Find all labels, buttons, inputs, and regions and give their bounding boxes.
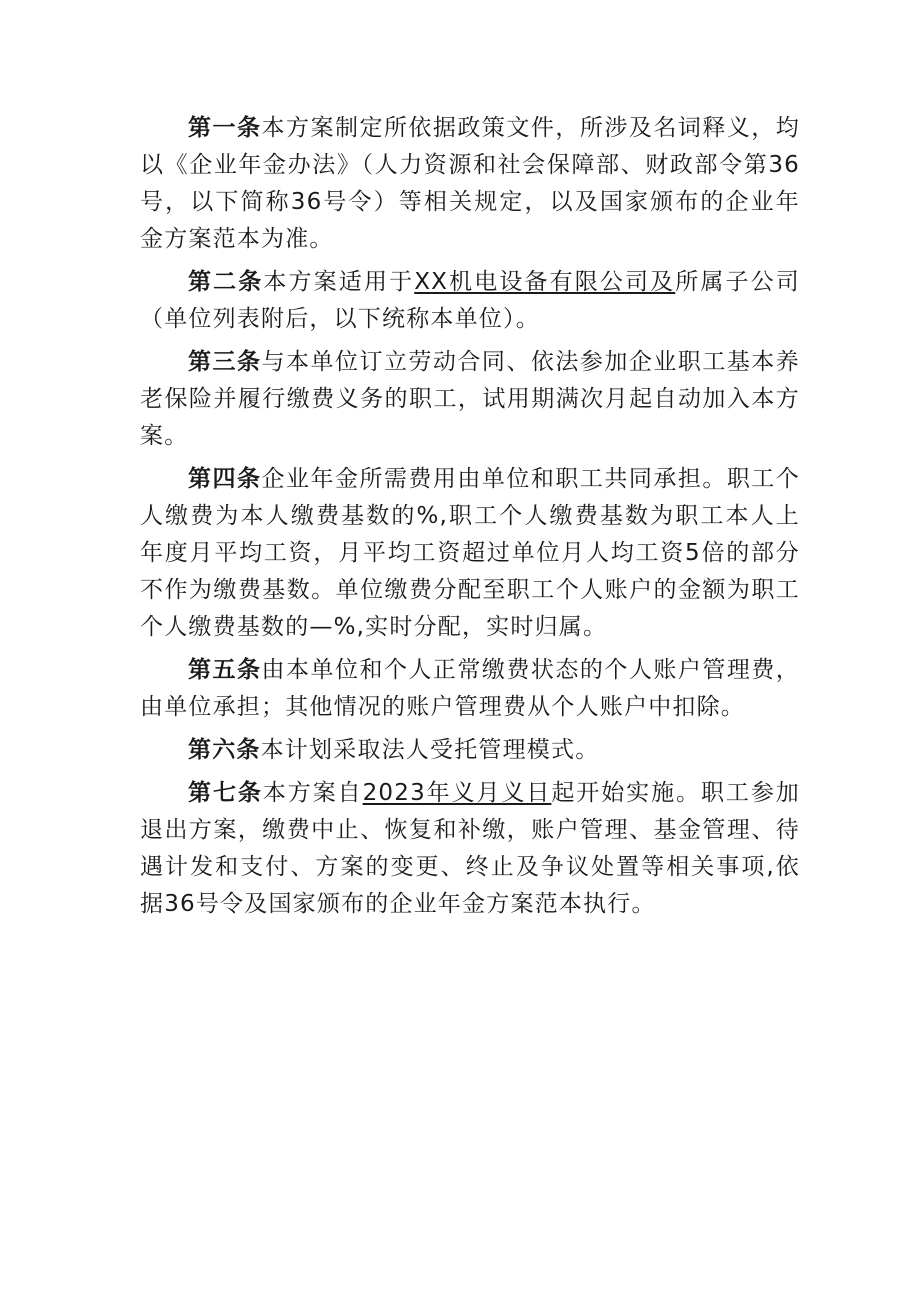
article-title: 第二条: [188, 269, 264, 295]
article-7: [140, 775, 800, 923]
article-title: 第四条: [188, 466, 262, 492]
article-text: 本方案适用于: [263, 269, 415, 295]
article-text: 本计划采取法人受托管理模式。: [260, 737, 600, 763]
article-1: [140, 110, 800, 258]
article-title: 第五条: [188, 657, 262, 683]
company-name-underlined: XX机电设备有限公司及: [414, 269, 676, 295]
article-text: 本方案自: [262, 780, 363, 806]
effective-date-underlined: 2023年义月义日: [362, 780, 552, 806]
document-page: [140, 110, 800, 929]
article-text: 与本单位订立劳动合同、依法参加企业职工基本养老保险并履行缴费义务的职工，试用期满次月起自动加入本方案。: [140, 349, 800, 449]
article-4: [140, 461, 800, 646]
article-text-continued: 所属子公司（单位列表附后，以下统称本单位）。: [140, 269, 800, 332]
article-title: 第七条: [188, 780, 263, 806]
article-text: 企业年金所需费用由单位和职工共同承担。职工个人缴费为本人缴费基数的%,职工个人缴费基数为职工本人上年度月平均工资，月平均工资超过单位月人均工资5倍的部分不作为缴费基数。单位缴费分配至职工个人账户的金额为职工个人缴费基数的—%,实时分配，实时归属。: [140, 466, 800, 640]
article-3: [140, 344, 800, 455]
article-text: 由本单位和个人正常缴费状态的个人账户管理费，由单位承担；其他情况的账户管理费从个人账户中扣除。: [140, 657, 800, 720]
article-text: 本方案制定所依据政策文件，所涉及名词释义，均以《企业年金办法》（人力资源和社会保障部、财政部令第36号，以下简称36号令）等相关规定，以及国家颁布的企业年金方案范本为准。: [140, 115, 800, 252]
article-text-continued: 起开始实施。职工参加退出方案，缴费中止、恢复和补缴，账户管理、基金管理、待遇计发和支付、方案的变更、终止及争议处置等相关事项,依据36号令及国家颁布的企业年金方案范本执行。: [140, 780, 801, 917]
article-6: [140, 732, 800, 769]
article-2: [140, 264, 800, 338]
article-title: 第三条: [188, 349, 262, 375]
article-title: 第六条: [188, 737, 261, 763]
article-title: 第一条: [188, 115, 262, 141]
article-5: [140, 652, 800, 726]
